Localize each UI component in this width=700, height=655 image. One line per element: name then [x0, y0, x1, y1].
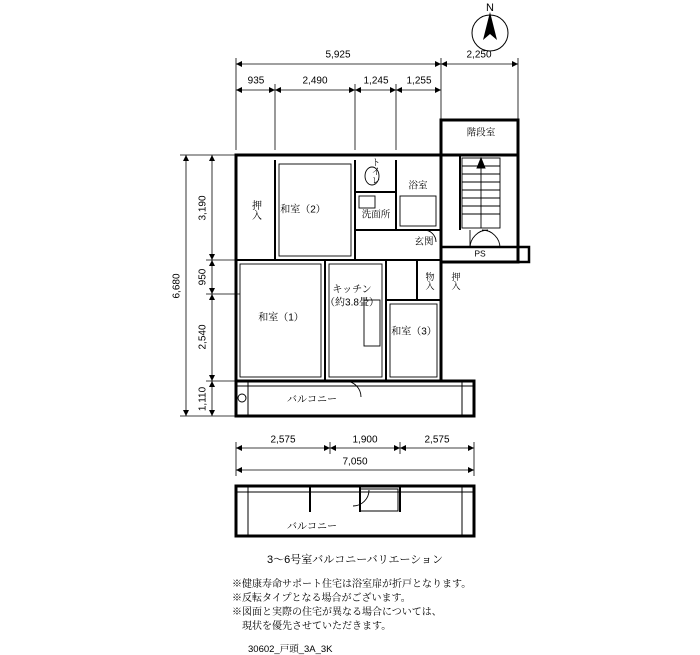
compass-icon [472, 12, 508, 51]
room-label-washroom: 洗面所 [361, 209, 391, 221]
plan-room-outlines [240, 164, 437, 377]
room-label-oshiire-right: 押入 [450, 272, 461, 290]
balcony-variation-drawing [236, 486, 474, 536]
note-line-3: ※図面と実際の住宅が異なる場合については、 [232, 607, 442, 618]
room-label-kitchen-area: （約3.8畳） [325, 297, 379, 309]
dim-left-seg-3: 2,540 [197, 324, 209, 350]
dim-left-seg-2: 950 [197, 268, 209, 286]
dim-bottom-seg-1: 2,575 [270, 434, 296, 446]
room-label-balcony-variation: バルコニー [287, 521, 337, 533]
dim-bottom-seg-2: 1,900 [352, 434, 378, 446]
room-label-washitsu-2: 和室（2） [280, 204, 326, 216]
door-symbols [345, 230, 500, 506]
dim-left-seg-4: 1,110 [197, 386, 209, 412]
dim-bottom-total: 7,050 [342, 456, 368, 468]
note-line-2: ※反転タイプとなる場合がございます。 [232, 593, 411, 604]
room-label-entrance: 玄関 [414, 236, 434, 248]
dim-bottom-seg-3: 2,575 [424, 434, 450, 446]
dim-left-seg-1: 3,190 [197, 195, 209, 221]
room-label-bath: 浴室 [408, 180, 428, 192]
balcony-marker [238, 394, 246, 402]
room-label-kitchen: キッチン [332, 284, 372, 296]
room-label-washitsu-3: 和室（3） [391, 326, 437, 338]
room-label-oshiire-top: 押入 [249, 200, 261, 220]
stairs-symbol [462, 158, 500, 228]
dim-left-total: 6,680 [171, 273, 183, 299]
room-label-washitsu-1: 和室（1） [258, 312, 304, 324]
dim-top-seg-1: 935 [247, 75, 265, 87]
dim-top-seg-2: 2,490 [302, 75, 328, 87]
dim-top-right: 2,250 [466, 49, 492, 61]
variation-caption: 3～6号室バルコニーバリエーション [266, 554, 444, 566]
room-label-toilet: トイレ [370, 157, 381, 185]
dim-top-total: 5,925 [325, 49, 351, 61]
drawing-code: 30602_戸頭_3A_3K [248, 644, 333, 655]
room-label-balcony: バルコニー [287, 394, 337, 406]
compass-north-label: N [486, 2, 494, 14]
room-label-storage: 物入 [424, 272, 435, 290]
room-label-ps: PS [474, 248, 486, 259]
room-label-stairs: 階段室 [466, 127, 496, 139]
dim-top-seg-3: 1,245 [363, 75, 389, 87]
left-dimension-lines [180, 155, 250, 416]
left-dimension-arrows [183, 155, 215, 416]
dim-top-seg-4: 1,255 [406, 75, 432, 87]
note-line-4: 現状を優先させていただきます。 [232, 621, 392, 632]
note-line-1: ※健康寿命サポート住宅は浴室扉が折戸となります。 [232, 579, 472, 590]
